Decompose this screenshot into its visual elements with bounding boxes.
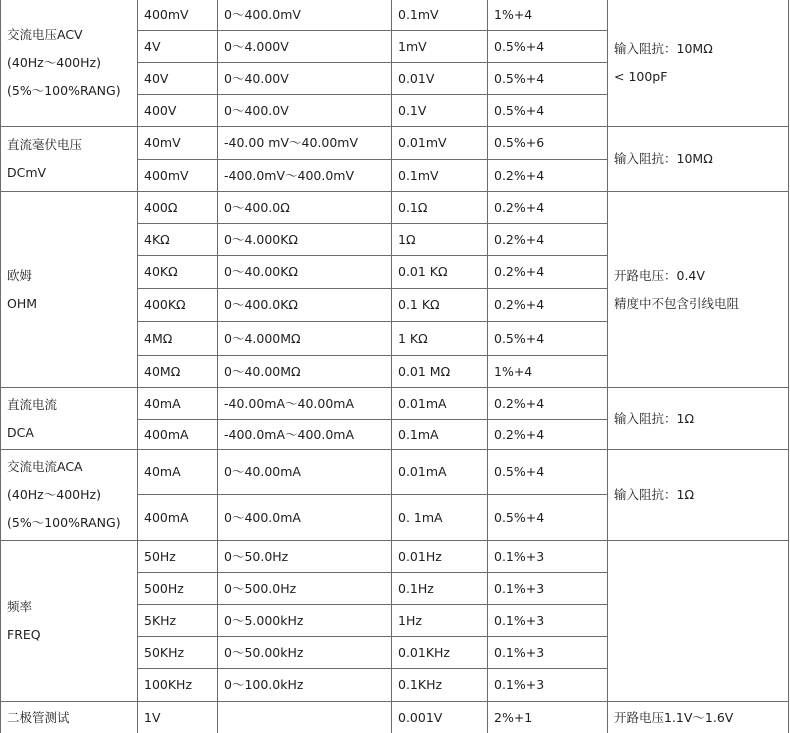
accuracy-cell: 0.2%+4 (488, 256, 608, 289)
resolution-cell: 1Ω (392, 224, 488, 256)
range-cell: 40mV (138, 127, 218, 160)
note-cell (608, 127, 789, 192)
range-cell: 400mA (138, 420, 218, 450)
accuracy-cell: 0.5%+4 (488, 95, 608, 127)
range-cell: 4V (138, 31, 218, 63)
resolution-cell: 1Hz (392, 605, 488, 637)
resolution-cell: 0.01 KΩ (392, 256, 488, 289)
span-cell: 0～40.00mA (218, 450, 392, 495)
span-cell: -40.00 mV～40.00mV (218, 127, 392, 160)
span-cell: -400.0mA～400.0mA (218, 420, 392, 450)
resolution-cell: 0. 1mA (392, 495, 488, 541)
range-cell: 1V (138, 702, 218, 733)
resolution-cell: 0.01Hz (392, 541, 488, 573)
function-label: 频率 (7, 593, 137, 621)
resolution-cell: 0.1KHz (392, 669, 488, 702)
range-cell: 400Ω (138, 192, 218, 224)
span-cell: 0～40.00MΩ (218, 356, 392, 388)
function-label: 直流电流 (7, 391, 137, 419)
resolution-cell: 0.01mA (392, 450, 488, 495)
range-cell: 40MΩ (138, 356, 218, 388)
note-cell (608, 702, 789, 733)
function-cell (1, 541, 138, 702)
function-label: 交流电流ACA (7, 453, 137, 481)
resolution-cell: 0.01V (392, 63, 488, 95)
note-cell (608, 388, 789, 450)
resolution-cell: 0.01KHz (392, 637, 488, 669)
accuracy-cell: 0.1%+3 (488, 573, 608, 605)
resolution-cell: 0.1mA (392, 420, 488, 450)
resolution-cell: 0.001V (392, 702, 488, 733)
range-cell: 400mV (138, 0, 218, 31)
range-cell: 40KΩ (138, 256, 218, 289)
accuracy-cell: 0.2%+4 (488, 289, 608, 322)
function-label: 直流毫伏电压 (7, 131, 137, 159)
function-label: (5%～100%RANG) (7, 509, 137, 537)
range-cell: 400V (138, 95, 218, 127)
resolution-cell: 0.01mA (392, 388, 488, 420)
function-label: (40Hz～400Hz) (7, 481, 137, 509)
function-label: 欧姆 (7, 262, 137, 290)
function-label: DCmV (7, 159, 137, 187)
accuracy-cell: 2%+1 (488, 702, 608, 733)
note-cell (608, 450, 789, 541)
function-cell (1, 0, 138, 127)
table-row (1, 127, 789, 160)
range-cell: 400mA (138, 495, 218, 541)
function-cell (1, 388, 138, 450)
resolution-cell: 1 KΩ (392, 322, 488, 356)
accuracy-cell: 0.1%+3 (488, 669, 608, 702)
note-text: 输入阻抗：10MΩ (614, 35, 788, 63)
note-text: < 100pF (614, 63, 788, 91)
span-cell: 0～400.0mV (218, 0, 392, 31)
resolution-cell: 0.1V (392, 95, 488, 127)
range-cell: 500Hz (138, 573, 218, 605)
span-cell: 0～40.00KΩ (218, 256, 392, 289)
note-cell (608, 192, 789, 388)
span-cell: -400.0mV～400.0mV (218, 160, 392, 192)
function-label: (40Hz～400Hz) (7, 49, 137, 77)
span-cell: -40.00mA～40.00mA (218, 388, 392, 420)
span-cell: 0～4.000KΩ (218, 224, 392, 256)
function-cell (1, 702, 138, 733)
accuracy-cell: 0.2%+4 (488, 224, 608, 256)
accuracy-cell: 0.5%+4 (488, 450, 608, 495)
accuracy-cell: 1%+4 (488, 356, 608, 388)
resolution-cell: 0.1Hz (392, 573, 488, 605)
span-cell: 0～5.000kHz (218, 605, 392, 637)
range-cell: 4MΩ (138, 322, 218, 356)
resolution-cell: 0.1mV (392, 160, 488, 192)
note-cell (608, 541, 789, 702)
accuracy-cell: 0.5%+4 (488, 63, 608, 95)
range-cell: 400KΩ (138, 289, 218, 322)
span-cell: 0～4.000MΩ (218, 322, 392, 356)
span-cell: 0～400.0V (218, 95, 392, 127)
resolution-cell: 0.1mV (392, 0, 488, 31)
function-cell (1, 192, 138, 388)
range-cell: 50Hz (138, 541, 218, 573)
span-cell: 0～100.0kHz (218, 669, 392, 702)
note-text: 精度中不包含引线电阻 (614, 290, 788, 318)
accuracy-cell: 0.5%+6 (488, 127, 608, 160)
accuracy-cell: 0.1%+3 (488, 637, 608, 669)
range-cell: 5KHz (138, 605, 218, 637)
range-cell: 40V (138, 63, 218, 95)
resolution-cell: 0.01 MΩ (392, 356, 488, 388)
resolution-cell: 0.1 KΩ (392, 289, 488, 322)
function-cell (1, 450, 138, 541)
span-cell (218, 702, 392, 733)
span-cell: 0～4.000V (218, 31, 392, 63)
function-label: OHM (7, 290, 137, 318)
note-text: 输入阻抗：1Ω (614, 481, 788, 509)
span-cell: 0～400.0Ω (218, 192, 392, 224)
range-cell: 40mA (138, 388, 218, 420)
range-cell: 40mA (138, 450, 218, 495)
accuracy-cell: 0.5%+4 (488, 31, 608, 63)
span-cell: 0～400.0mA (218, 495, 392, 541)
table-row (1, 450, 789, 495)
resolution-cell: 1mV (392, 31, 488, 63)
function-label: 交流电压ACV (7, 21, 137, 49)
resolution-cell: 0.01mV (392, 127, 488, 160)
table-row (1, 541, 789, 573)
range-cell: 400mV (138, 160, 218, 192)
function-label: 二极管测试 (7, 704, 137, 732)
function-label: (5%～100%RANG) (7, 77, 137, 105)
function-label: DCA (7, 419, 137, 447)
function-cell (1, 127, 138, 192)
accuracy-cell: 1%+4 (488, 0, 608, 31)
note-text: 开路电压：0.4V (614, 262, 788, 290)
range-cell: 4KΩ (138, 224, 218, 256)
accuracy-cell: 0.2%+4 (488, 420, 608, 450)
function-label: FREQ (7, 621, 137, 649)
accuracy-cell: 0.5%+4 (488, 322, 608, 356)
accuracy-cell: 0.1%+3 (488, 541, 608, 573)
resolution-cell: 0.1Ω (392, 192, 488, 224)
note-cell (608, 0, 789, 127)
span-cell: 0～50.0Hz (218, 541, 392, 573)
note-text: 输入阻抗：10MΩ (614, 145, 788, 173)
spec-table-body (1, 0, 789, 733)
table-row (1, 388, 789, 420)
span-cell: 0～40.00V (218, 63, 392, 95)
range-cell: 50KHz (138, 637, 218, 669)
accuracy-cell: 0.2%+4 (488, 388, 608, 420)
span-cell: 0～400.0KΩ (218, 289, 392, 322)
accuracy-cell: 0.1%+3 (488, 605, 608, 637)
accuracy-cell: 0.2%+4 (488, 192, 608, 224)
table-row (1, 0, 789, 31)
note-text: 开路电压1.1V～1.6V (614, 704, 788, 732)
accuracy-cell: 0.2%+4 (488, 160, 608, 192)
accuracy-cell: 0.5%+4 (488, 495, 608, 541)
range-cell: 100KHz (138, 669, 218, 702)
span-cell: 0～500.0Hz (218, 573, 392, 605)
table-row (1, 192, 789, 224)
span-cell: 0～50.00kHz (218, 637, 392, 669)
table-row (1, 702, 789, 733)
note-text: 输入阻抗：1Ω (614, 405, 788, 433)
